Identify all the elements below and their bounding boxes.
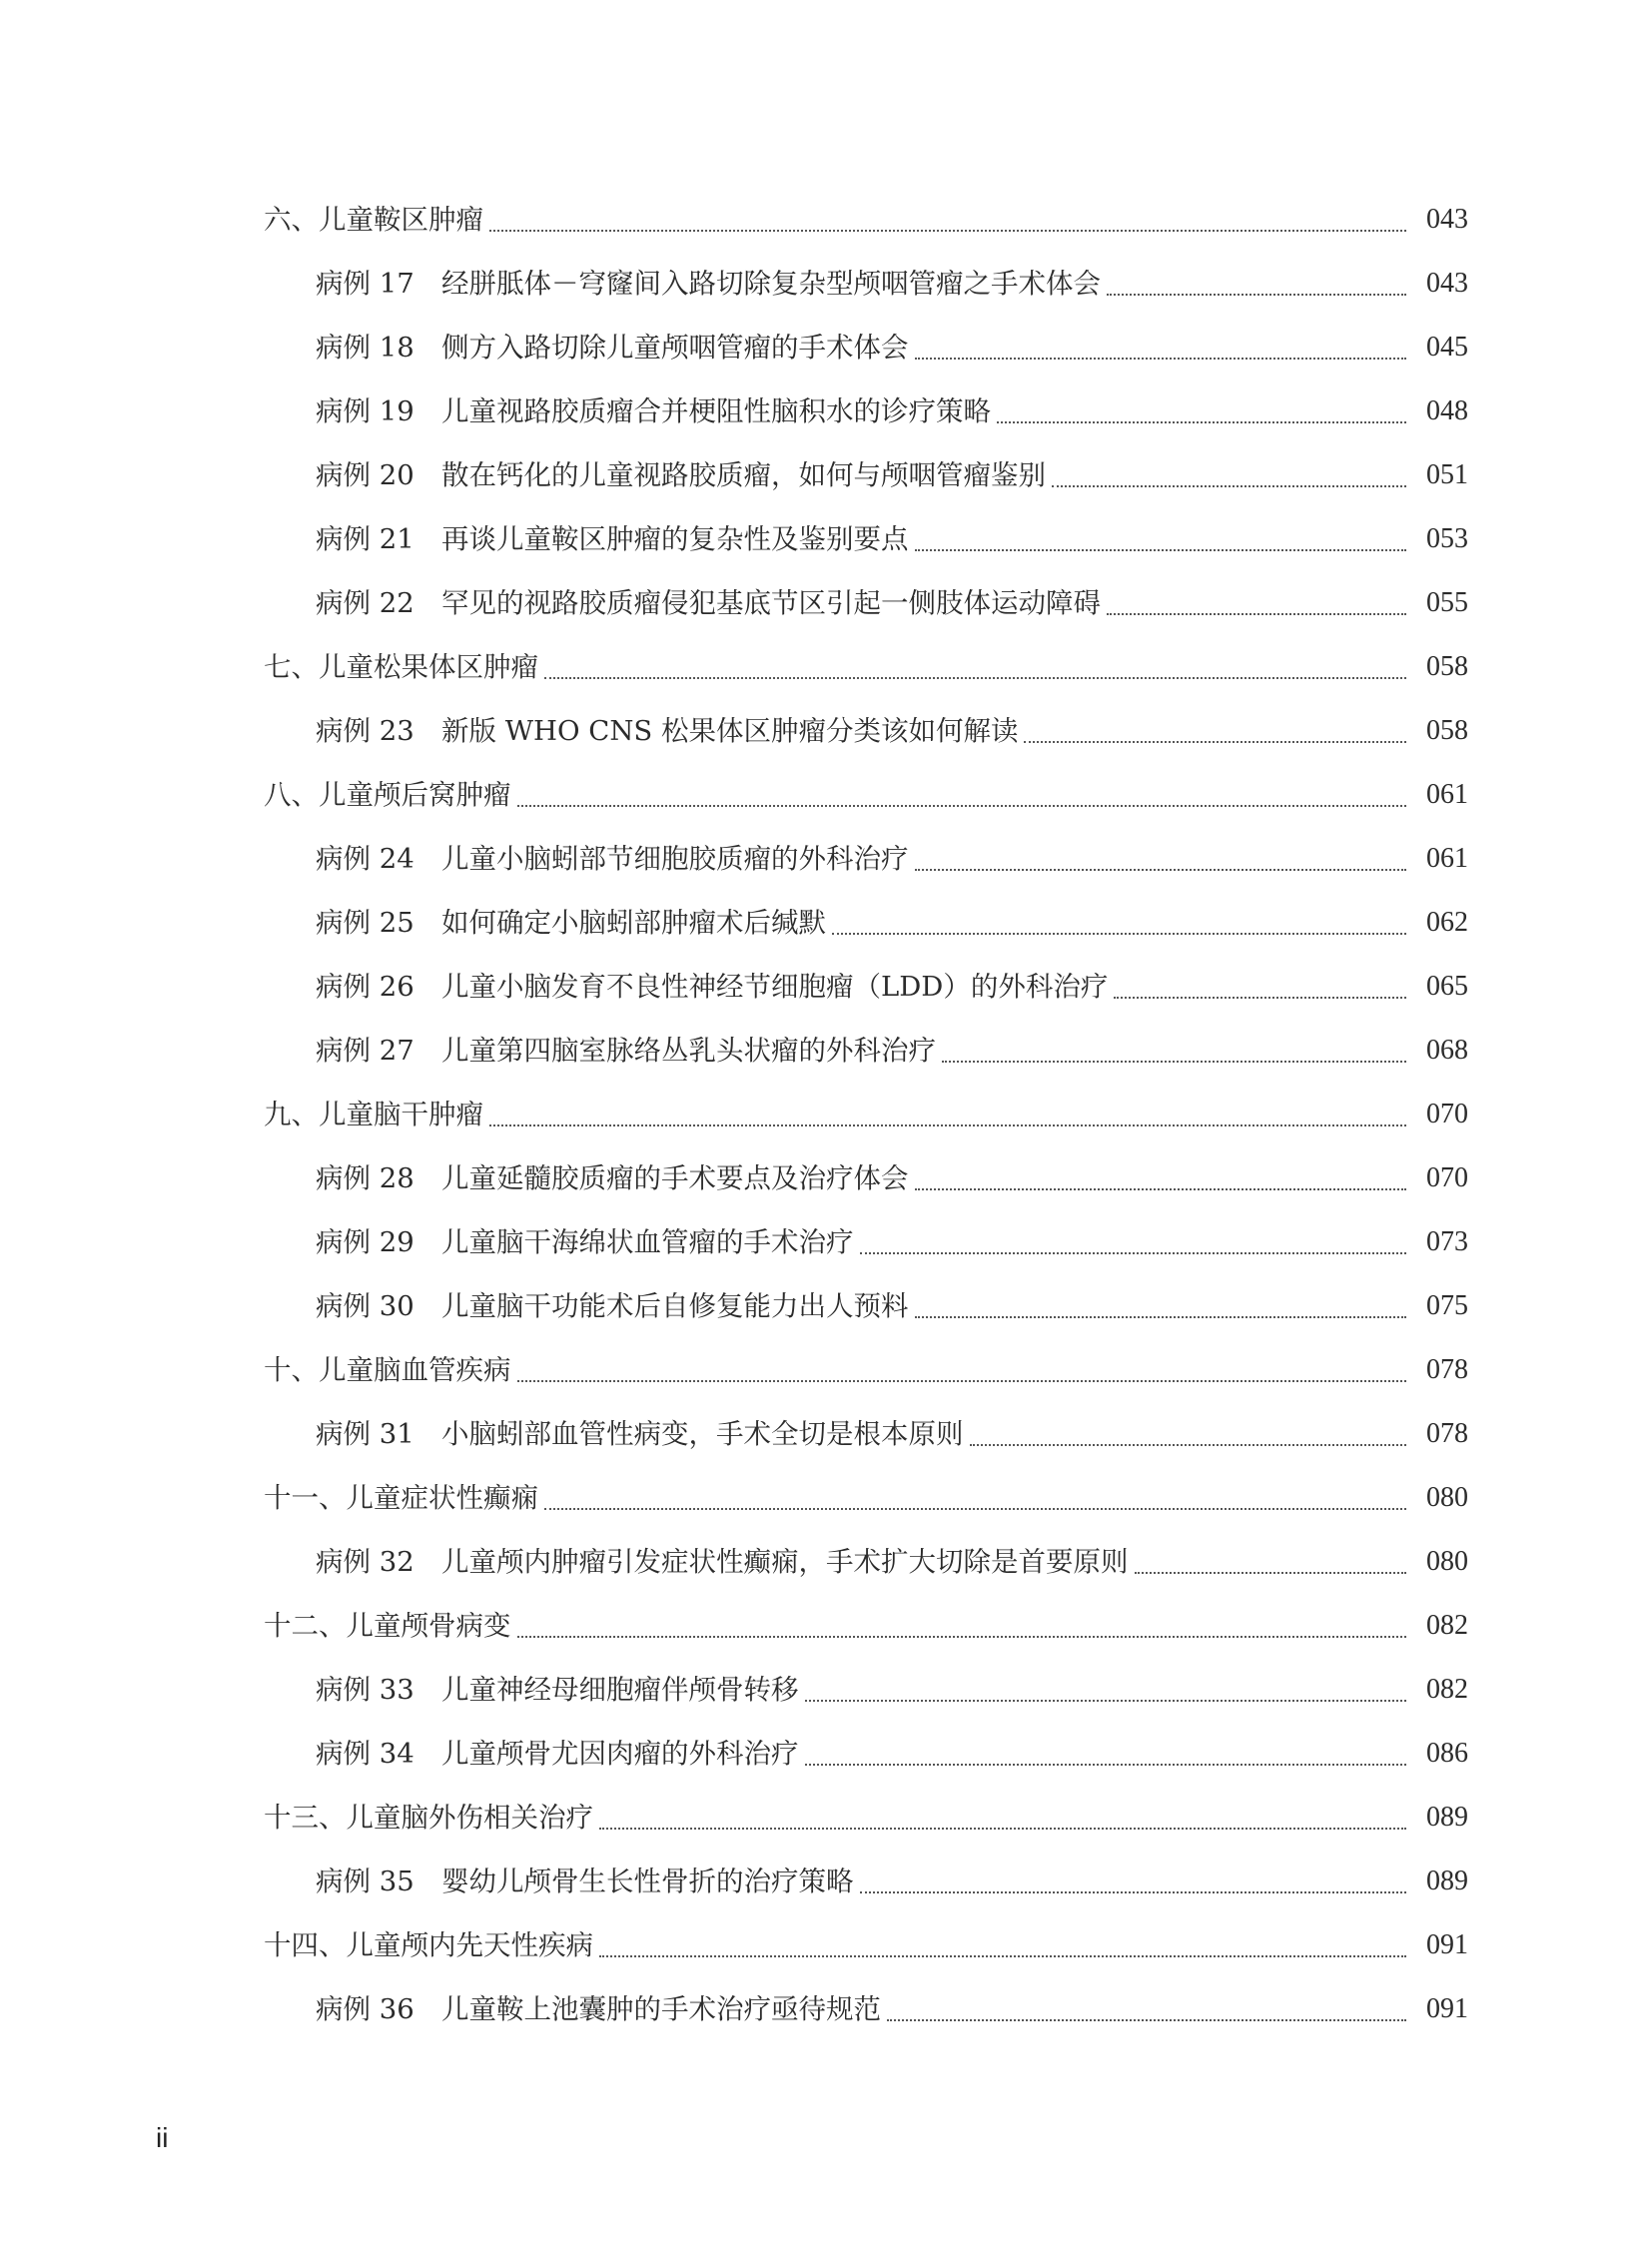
toc-entry-row — [264, 891, 1468, 955]
toc-section-row — [264, 1594, 1468, 1658]
case-number: 病例 27 — [316, 1035, 414, 1067]
dot-leader — [805, 1764, 1407, 1766]
dot-leader — [1107, 613, 1406, 615]
dot-leader — [599, 1828, 1406, 1830]
dot-leader — [517, 1636, 1407, 1638]
toc-entry-row — [264, 443, 1468, 507]
case-number: 病例 24 — [316, 843, 414, 875]
dot-leader — [915, 869, 1407, 871]
entry-title: 散在钙化的儿童视路胶质瘤，如何与颅咽管瘤鉴别 — [441, 459, 1046, 491]
dot-leader — [599, 1955, 1406, 1957]
toc-entry-row — [264, 699, 1468, 763]
dot-leader — [915, 358, 1407, 360]
page-number: 065 — [1426, 971, 1468, 1002]
toc-section-row — [264, 763, 1468, 827]
toc-section-row — [264, 1083, 1468, 1146]
toc-entry-row — [264, 571, 1468, 635]
dot-leader — [860, 1252, 1407, 1254]
case-number: 病例 25 — [316, 907, 414, 939]
page-number: 073 — [1426, 1226, 1468, 1257]
toc-section-row — [264, 1786, 1468, 1850]
entry-title: 经胼胝体－穹窿间入路切除复杂型颅咽管瘤之手术体会 — [441, 268, 1101, 300]
page-number: 082 — [1426, 1610, 1468, 1641]
case-number: 病例 18 — [316, 332, 414, 364]
page-number: 043 — [1426, 204, 1468, 235]
section-title: 七、儿童松果体区肿瘤 — [264, 651, 538, 683]
page-number: 051 — [1426, 459, 1468, 490]
page-number: 061 — [1426, 843, 1468, 874]
entry-title: 儿童神经母细胞瘤伴颅骨转移 — [441, 1674, 799, 1706]
entry-title: 小脑蚓部血管性病变，手术全切是根本原则 — [441, 1418, 964, 1450]
toc-entry-row — [264, 507, 1468, 571]
page-number: 045 — [1426, 332, 1468, 363]
entry-title: 婴幼儿颅骨生长性骨折的治疗策略 — [441, 1866, 854, 1897]
entry-title: 儿童颅内肿瘤引发症状性癫痫，手术扩大切除是首要原则 — [441, 1546, 1129, 1578]
table-of-contents — [264, 188, 1468, 2041]
entry-title: 儿童第四脑室脉络丛乳头状瘤的外科治疗 — [441, 1035, 936, 1067]
dot-leader — [832, 933, 1406, 935]
page-number: 080 — [1426, 1482, 1468, 1513]
page-folio: ii — [156, 2122, 169, 2153]
toc-entry-row — [264, 1722, 1468, 1786]
case-number: 病例 33 — [316, 1674, 414, 1706]
toc-entry-row — [264, 955, 1468, 1019]
page-number: 089 — [1426, 1802, 1468, 1833]
page-number: 062 — [1426, 907, 1468, 938]
dot-leader — [970, 1444, 1407, 1446]
dot-leader — [489, 1124, 1406, 1126]
toc-section-row — [264, 635, 1468, 699]
toc-section-row — [264, 1466, 1468, 1530]
section-title: 十四、儿童颅内先天性疾病 — [264, 1929, 593, 1961]
case-number: 病例 35 — [316, 1866, 414, 1897]
entry-title: 儿童视路胶质瘤合并梗阻性脑积水的诊疗策略 — [441, 395, 991, 427]
dot-leader — [517, 1380, 1407, 1382]
section-title: 十二、儿童颅骨病变 — [264, 1610, 511, 1642]
entry-title: 新版 WHO CNS 松果体区肿瘤分类该如何解读 — [441, 715, 1019, 747]
dot-leader — [1114, 997, 1406, 999]
case-number: 病例 22 — [316, 587, 414, 619]
dot-leader — [915, 549, 1407, 551]
page-number: 055 — [1426, 587, 1468, 618]
case-number: 病例 23 — [316, 715, 414, 747]
entry-title: 侧方入路切除儿童颅咽管瘤的手术体会 — [441, 332, 909, 364]
dot-leader — [1107, 294, 1406, 296]
page-number: 078 — [1426, 1418, 1468, 1449]
dot-leader — [544, 677, 1406, 679]
page-number: 086 — [1426, 1738, 1468, 1769]
dot-leader — [489, 230, 1406, 232]
toc-section-row — [264, 188, 1468, 252]
dot-leader — [997, 421, 1406, 423]
entry-title: 儿童小脑发育不良性神经节细胞瘤（LDD）的外科治疗 — [441, 971, 1109, 1003]
section-title: 六、儿童鞍区肿瘤 — [264, 204, 483, 236]
dot-leader — [860, 1891, 1407, 1893]
entry-title: 儿童鞍上池囊肿的手术治疗亟待规范 — [441, 1993, 881, 2025]
page-number: 058 — [1426, 715, 1468, 746]
case-number: 病例 36 — [316, 1993, 414, 2025]
case-number: 病例 28 — [316, 1162, 414, 1194]
entry-title: 再谈儿童鞍区肿瘤的复杂性及鉴别要点 — [441, 523, 909, 555]
toc-entry-row — [264, 1850, 1468, 1913]
entry-title: 罕见的视路胶质瘤侵犯基底节区引起一侧肢体运动障碍 — [441, 587, 1101, 619]
entry-title: 儿童颅骨尤因肉瘤的外科治疗 — [441, 1738, 799, 1770]
toc-entry-row — [264, 1530, 1468, 1594]
toc-entry-row — [264, 1977, 1468, 2041]
page-number: 091 — [1426, 1993, 1468, 2024]
page-number: 078 — [1426, 1354, 1468, 1385]
toc-entry-row — [264, 827, 1468, 891]
entry-title: 儿童脑干海绵状血管瘤的手术治疗 — [441, 1226, 854, 1258]
page-number: 068 — [1426, 1035, 1468, 1066]
case-number: 病例 30 — [316, 1290, 414, 1322]
dot-leader — [915, 1316, 1407, 1318]
case-number: 病例 34 — [316, 1738, 414, 1770]
page-number: 043 — [1426, 268, 1468, 299]
toc-entry-row — [264, 1402, 1468, 1466]
page-number: 061 — [1426, 779, 1468, 810]
case-number: 病例 20 — [316, 459, 414, 491]
entry-title: 儿童脑干功能术后自修复能力出人预料 — [441, 1290, 909, 1322]
entry-title: 如何确定小脑蚓部肿瘤术后缄默 — [441, 907, 826, 939]
case-number: 病例 31 — [316, 1418, 414, 1450]
case-number: 病例 32 — [316, 1546, 414, 1578]
entry-title: 儿童小脑蚓部节细胞胶质瘤的外科治疗 — [441, 843, 909, 875]
toc-entry-row — [264, 252, 1468, 316]
page-number: 058 — [1426, 651, 1468, 682]
case-number: 病例 17 — [316, 268, 414, 300]
page-number: 091 — [1426, 1929, 1468, 1960]
section-title: 九、儿童脑干肿瘤 — [264, 1099, 483, 1130]
case-number: 病例 29 — [316, 1226, 414, 1258]
toc-section-row — [264, 1338, 1468, 1402]
case-number: 病例 19 — [316, 395, 414, 427]
dot-leader — [1135, 1572, 1407, 1574]
page-number: 075 — [1426, 1290, 1468, 1321]
case-number: 病例 26 — [316, 971, 414, 1003]
section-title: 十、儿童脑血管疾病 — [264, 1354, 511, 1386]
page-number: 053 — [1426, 523, 1468, 554]
dot-leader — [887, 2019, 1406, 2021]
toc-entry-row — [264, 1210, 1468, 1274]
page-number: 070 — [1426, 1099, 1468, 1129]
case-number: 病例 21 — [316, 523, 414, 555]
toc-entry-row — [264, 1274, 1468, 1338]
page-number: 089 — [1426, 1866, 1468, 1896]
dot-leader — [544, 1508, 1406, 1510]
page-number: 070 — [1426, 1162, 1468, 1193]
dot-leader — [942, 1061, 1406, 1063]
page-number: 082 — [1426, 1674, 1468, 1705]
dot-leader — [517, 805, 1407, 807]
dot-leader — [805, 1700, 1407, 1702]
page-number: 080 — [1426, 1546, 1468, 1577]
page-number: 048 — [1426, 395, 1468, 426]
toc-entry-row — [264, 1019, 1468, 1083]
entry-title: 儿童延髓胶质瘤的手术要点及治疗体会 — [441, 1162, 909, 1194]
dot-leader — [915, 1188, 1407, 1190]
section-title: 十一、儿童症状性癫痫 — [264, 1482, 538, 1514]
toc-entry-row — [264, 1658, 1468, 1722]
toc-entry-row — [264, 316, 1468, 379]
dot-leader — [1052, 485, 1406, 487]
toc-section-row — [264, 1913, 1468, 1977]
toc-entry-row — [264, 379, 1468, 443]
section-title: 八、儿童颅后窝肿瘤 — [264, 779, 511, 811]
section-title: 十三、儿童脑外伤相关治疗 — [264, 1802, 593, 1834]
toc-entry-row — [264, 1146, 1468, 1210]
dot-leader — [1024, 741, 1406, 743]
